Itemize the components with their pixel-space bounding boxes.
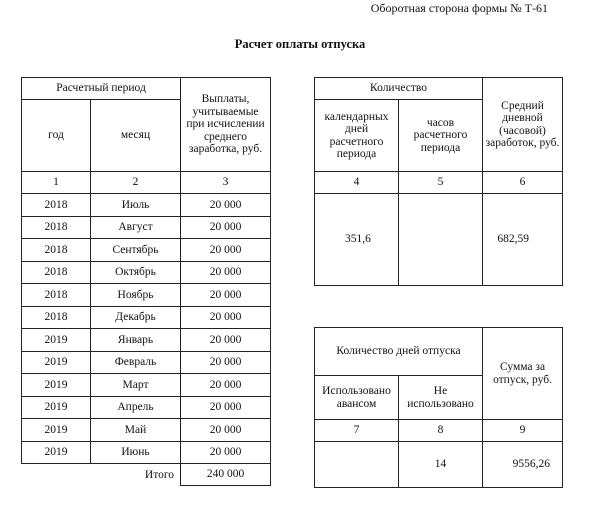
table-row bbox=[22, 396, 271, 419]
row-year: 2019 bbox=[22, 374, 91, 397]
hours-value bbox=[399, 194, 483, 286]
year-header: год bbox=[22, 100, 91, 172]
row-year: 2019 bbox=[22, 329, 91, 352]
row-amount: 20 000 bbox=[181, 329, 271, 352]
row-year: 2018 bbox=[22, 216, 91, 239]
table-row bbox=[22, 351, 271, 374]
row-amount: 20 000 bbox=[181, 306, 271, 329]
avg-earnings-header: Средний дневной (часовой) заработок, руб. bbox=[483, 78, 563, 172]
col-number-7: 7 bbox=[315, 420, 399, 442]
row-amount: 20 000 bbox=[181, 216, 271, 239]
row-month: Май bbox=[91, 419, 181, 442]
row-year: 2018 bbox=[22, 306, 91, 329]
used-advance-header: Использовано авансом bbox=[315, 376, 399, 420]
row-month: Февраль bbox=[91, 351, 181, 374]
row-month: Октябрь bbox=[91, 261, 181, 284]
period-header: Расчетный период bbox=[22, 78, 181, 100]
sum-header: Сумма за отпуск, руб. bbox=[483, 328, 563, 420]
row-year: 2019 bbox=[22, 441, 91, 464]
row-amount: 20 000 bbox=[181, 374, 271, 397]
row-month: Март bbox=[91, 374, 181, 397]
col-number-8: 8 bbox=[399, 420, 483, 442]
row-month: Сентябрь bbox=[91, 239, 181, 262]
row-month: Август bbox=[91, 216, 181, 239]
not-used-value: 14 bbox=[399, 442, 483, 488]
col-number-1: 1 bbox=[22, 172, 91, 194]
row-year: 2018 bbox=[22, 239, 91, 262]
row-year: 2019 bbox=[22, 419, 91, 442]
row-amount: 20 000 bbox=[181, 239, 271, 262]
table-row bbox=[22, 306, 271, 329]
document-title: Расчет оплаты отпуска bbox=[234, 37, 366, 51]
table-row bbox=[22, 284, 271, 307]
payments-header: Выплаты, учитываемые при исчислении среднего заработка, руб. bbox=[181, 78, 271, 172]
table-row bbox=[22, 194, 271, 217]
table-row bbox=[22, 261, 271, 284]
row-amount: 20 000 bbox=[181, 351, 271, 374]
row-amount: 20 000 bbox=[181, 419, 271, 442]
table-row bbox=[22, 216, 271, 239]
row-month: Декабрь bbox=[91, 306, 181, 329]
row-amount: 20 000 bbox=[181, 396, 271, 419]
col-number-2: 2 bbox=[91, 172, 181, 194]
earnings-period-table bbox=[21, 77, 271, 486]
row-month: Апрель bbox=[91, 396, 181, 419]
form-reference: Оборотная сторона формы № Т-61 bbox=[370, 1, 548, 15]
col-number-9: 9 bbox=[483, 420, 563, 442]
avg-earnings-value: 682,59 bbox=[483, 194, 563, 286]
vacation-pay-table bbox=[314, 327, 563, 488]
vacation-days-header: Количество дней отпуска bbox=[315, 328, 483, 376]
col-number-3: 3 bbox=[181, 172, 271, 194]
col-number-4: 4 bbox=[315, 172, 399, 194]
sum-value: 9556,26 bbox=[483, 442, 563, 488]
table-row bbox=[22, 419, 271, 442]
table-row bbox=[22, 239, 271, 262]
row-amount: 20 000 bbox=[181, 261, 271, 284]
total-value: 240 000 bbox=[181, 464, 271, 486]
calendar-days-value: 351,6 bbox=[315, 194, 399, 286]
table-row bbox=[22, 441, 271, 464]
row-year: 2019 bbox=[22, 351, 91, 374]
table-row bbox=[22, 329, 271, 352]
hours-header: часов расчетного периода bbox=[399, 100, 483, 172]
month-header: месяц bbox=[91, 100, 181, 172]
total-spacer bbox=[22, 464, 91, 486]
quantity-header: Количество bbox=[315, 78, 483, 100]
table-row bbox=[22, 374, 271, 397]
row-month: Июнь bbox=[91, 441, 181, 464]
row-year: 2018 bbox=[22, 284, 91, 307]
row-month: Январь bbox=[91, 329, 181, 352]
row-year: 2018 bbox=[22, 261, 91, 284]
row-month: Июль bbox=[91, 194, 181, 217]
row-amount: 20 000 bbox=[181, 284, 271, 307]
total-label: Итого bbox=[144, 468, 175, 481]
row-month: Ноябрь bbox=[91, 284, 181, 307]
row-year: 2018 bbox=[22, 194, 91, 217]
not-used-header: Не использовано bbox=[399, 376, 483, 420]
calendar-days-header: календарных дней расчетного периода bbox=[315, 100, 399, 172]
row-amount: 20 000 bbox=[181, 194, 271, 217]
col-number-5: 5 bbox=[399, 172, 483, 194]
col-number-6: 6 bbox=[483, 172, 563, 194]
row-amount: 20 000 bbox=[181, 441, 271, 464]
used-advance-value bbox=[315, 442, 399, 488]
average-earnings-table bbox=[314, 77, 563, 286]
row-year: 2019 bbox=[22, 396, 91, 419]
